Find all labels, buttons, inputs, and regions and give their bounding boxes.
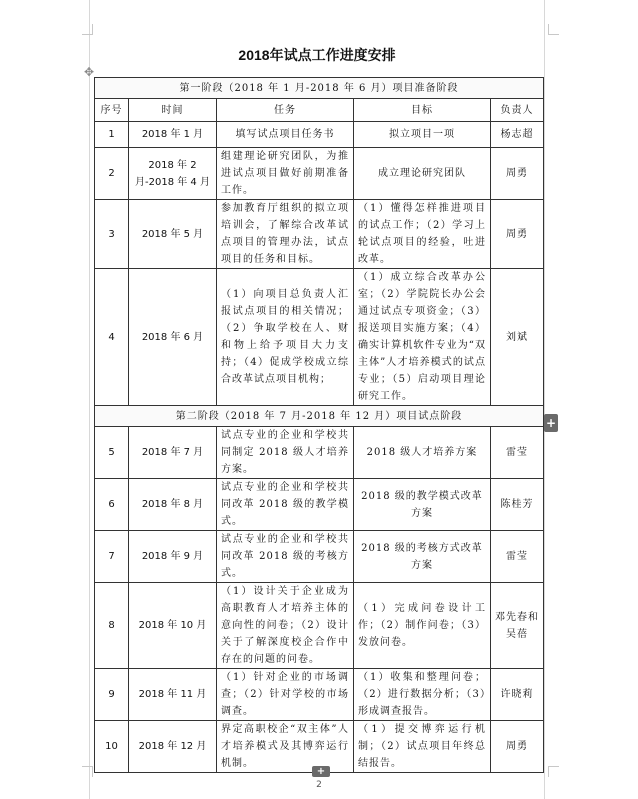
cell-no: 8 [95, 583, 129, 669]
cell-no: 2 [95, 148, 129, 200]
document-title: 2018年试点工作进度安排 [238, 47, 396, 63]
header-time: 时间 [129, 99, 217, 122]
cell-no: 1 [95, 122, 129, 148]
crop-mark-top-left [82, 24, 93, 35]
cell-time: 2018 年 6 月 [129, 269, 217, 406]
phase-title: 第二阶段（2018 年 7 月-2018 年 12 月）项目试点阶段 [95, 406, 544, 427]
cell-goal: 拟立项目一项 [354, 122, 491, 148]
cell-goal: 2018 级人才培养方案 [354, 427, 491, 479]
cell-goal: （1）成立综合改革办公室；（2）学院院长办公会通过试点专项资金；（3）报送项目实施方案；（4）确实计算机软件专业为“双主体”人才培养模式的试点专业；（5）启动项目理论研究工作。 [354, 269, 491, 406]
table-row [95, 583, 544, 669]
cell-goal: 2018 级的考核方式改革方案 [354, 531, 491, 583]
cell-time: 2018 年 2 月-2018 年 4 月 [129, 148, 217, 200]
phase-header-row [95, 78, 544, 99]
cell-time: 2018 年 1 月 [129, 122, 217, 148]
table-row [95, 721, 544, 773]
cell-owner: 许晓莉 [491, 669, 544, 721]
cell-goal: 成立理论研究团队 [354, 148, 491, 200]
cell-task: 界定高职校企“双主体”人才培养模式及其博弈运行机制。 [217, 721, 354, 773]
crop-mark-bottom-left [82, 766, 93, 777]
cell-task: 试点专业的企业和学校共同改革 2018 级的考核方式。 [217, 531, 354, 583]
table-row [95, 427, 544, 479]
cell-task: 参加教育厅组织的拟立项培训会，了解综合改革试点项目的管理办法，试点项目的任务和目标。 [217, 200, 354, 269]
cell-no: 6 [95, 479, 129, 531]
table-row [95, 122, 544, 148]
header-task: 任务 [217, 99, 354, 122]
table-row [95, 200, 544, 269]
crop-mark-top-right [548, 24, 559, 35]
schedule-table [94, 77, 544, 773]
table-row [95, 669, 544, 721]
cell-goal: （1）完成问卷设计工作；（2）制作问卷；（3）发放问卷。 [354, 583, 491, 669]
cell-owner: 刘斌 [491, 269, 544, 406]
page-margin-left [89, 0, 90, 799]
cell-no: 5 [95, 427, 129, 479]
cell-no: 4 [95, 269, 129, 406]
table-row [95, 531, 544, 583]
table-move-handle-icon[interactable]: ✥ [84, 65, 95, 79]
cell-task: （1）向项目总负责人汇报试点项目的相关情况；（2）争取学校在人、财和物上给予项目大力支持；（4）促成学校成立综合改革试点项目机构； [217, 269, 354, 406]
cell-goal: （1）懂得怎样推进项目的试点工作；（2）学习上轮试点项目的经验，吐进改革。 [354, 200, 491, 269]
column-header-row [95, 99, 544, 122]
cell-task: （1）设计关于企业成为高职教育人才培养主体的意向性的问卷；（2）设计关于了解深度校企合作中存在的问题的问卷。 [217, 583, 354, 669]
page-number: 2 [316, 780, 322, 790]
cell-owner: 周勇 [491, 200, 544, 269]
cell-time: 2018 年 11 月 [129, 669, 217, 721]
cell-task: （1）针对企业的市场调查；（2）针对学校的市场调查。 [217, 669, 354, 721]
header-goal: 目标 [354, 99, 491, 122]
phase-title: 第一阶段（2018 年 1 月-2018 年 6 月）项目准备阶段 [95, 78, 544, 99]
cell-no: 7 [95, 531, 129, 583]
table-row [95, 148, 544, 200]
cell-time: 2018 年 10 月 [129, 583, 217, 669]
cell-task: 填写试点项目任务书 [217, 122, 354, 148]
cell-no: 10 [95, 721, 129, 773]
crop-mark-bottom-right [548, 766, 559, 777]
cell-owner: 杨志超 [491, 122, 544, 148]
cell-time: 2018 年 7 月 [129, 427, 217, 479]
cell-owner: 雷莹 [491, 531, 544, 583]
cell-owner: 陈桂芳 [491, 479, 544, 531]
cell-owner: 周勇 [491, 148, 544, 200]
cell-task: 试点专业的企业和学校共同改革 2018 级的教学模式。 [217, 479, 354, 531]
cell-time: 2018 年 8 月 [129, 479, 217, 531]
cell-owner: 雷莹 [491, 427, 544, 479]
cell-task: 试点专业的企业和学校共同制定 2018 级人才培养方案。 [217, 427, 354, 479]
cell-goal: 2018 级的教学模式改革方案 [354, 479, 491, 531]
phase-header-row [95, 406, 544, 427]
cell-no: 9 [95, 669, 129, 721]
add-column-plus-icon[interactable]: + [545, 416, 557, 430]
cell-time: 2018 年 5 月 [129, 200, 217, 269]
cell-time: 2018 年 12 月 [129, 721, 217, 773]
add-row-plus-icon[interactable]: + [312, 766, 330, 777]
table-row [95, 479, 544, 531]
header-no: 序号 [95, 99, 129, 122]
cell-task: 组建理论研究团队，为推进试点项目做好前期准备工作。 [217, 148, 354, 200]
page-margin-right [544, 0, 545, 799]
cell-no: 3 [95, 200, 129, 269]
table-row [95, 269, 544, 406]
cell-time: 2018 年 9 月 [129, 531, 217, 583]
cell-goal: （1）收集和整理问卷；（2）进行数据分析；（3）形成调查报告。 [354, 669, 491, 721]
header-owner: 负责人 [491, 99, 544, 122]
cell-owner: 周勇 [491, 721, 544, 773]
cell-owner: 邓先春和吴蓓 [491, 583, 544, 669]
cell-goal: （1）提交博弈运行机制；（2）试点项目年终总结报告。 [354, 721, 491, 773]
